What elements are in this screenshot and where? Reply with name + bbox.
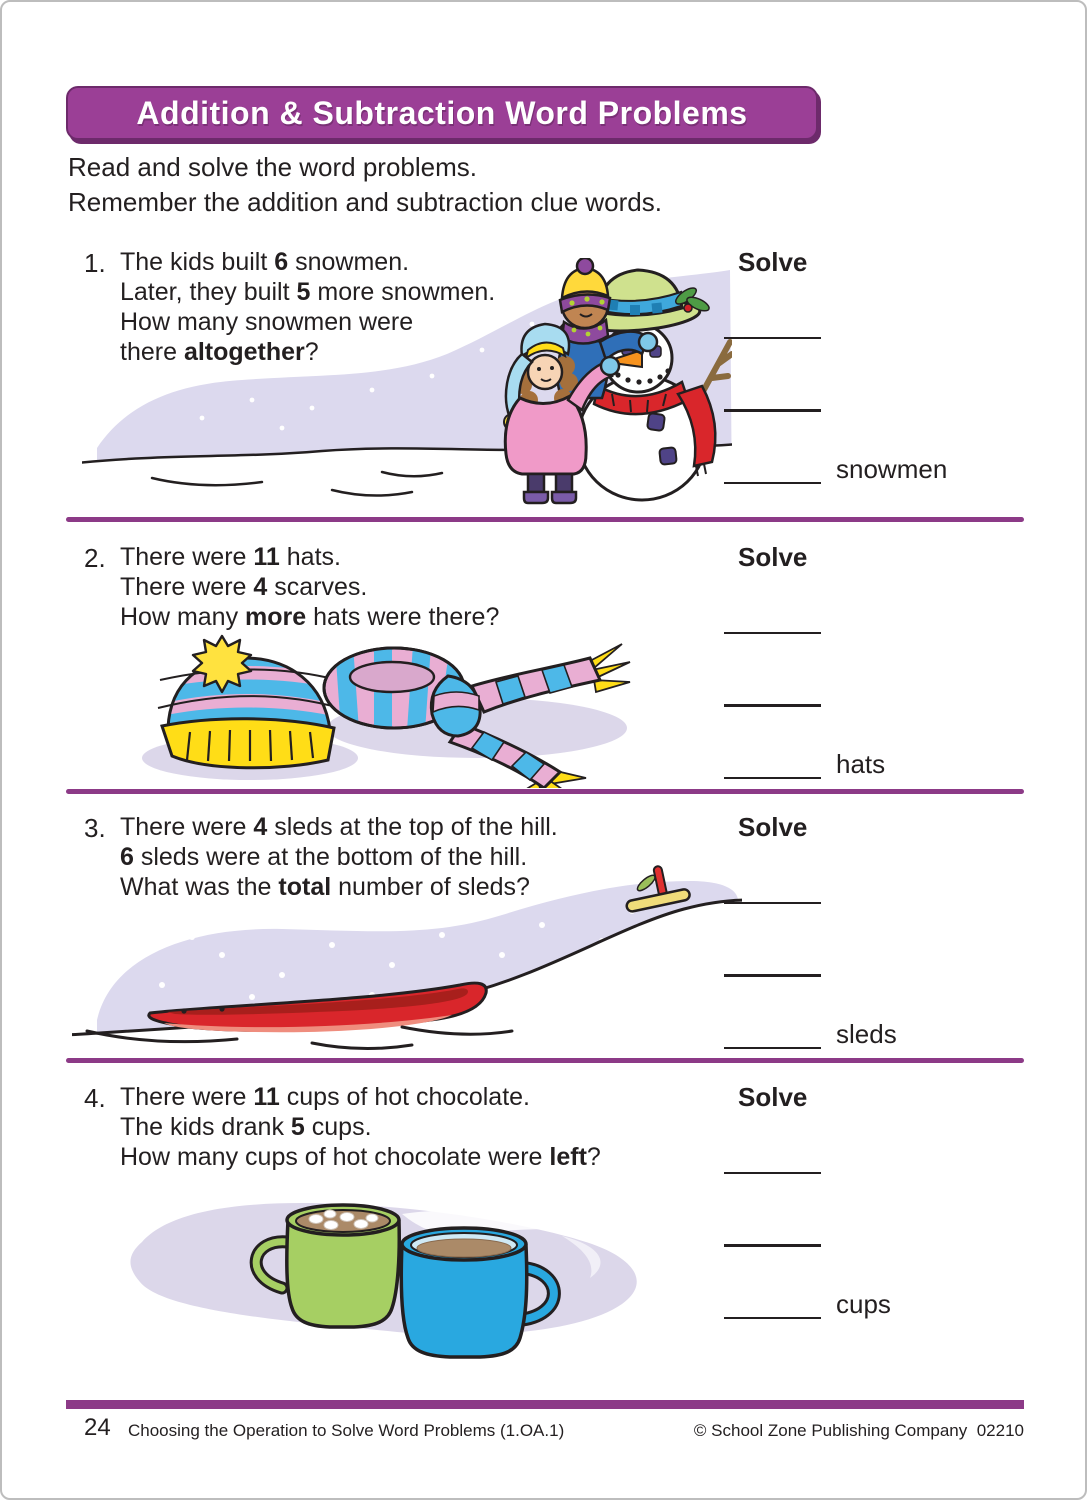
instructions bbox=[68, 150, 662, 220]
solve-blank-line-2[interactable] bbox=[724, 974, 821, 977]
problem-line: There were 4 scarves. bbox=[120, 573, 368, 601]
solve-blank-line-1[interactable] bbox=[724, 1172, 821, 1174]
problem-line: There were 4 sleds at the top of the hill. bbox=[120, 813, 558, 841]
problem-line: there altogether? bbox=[120, 338, 319, 366]
answer-unit: sleds bbox=[836, 1019, 897, 1049]
answer-unit: hats bbox=[836, 749, 886, 779]
answer-blank-line[interactable] bbox=[724, 777, 821, 779]
answer-unit: cups bbox=[836, 1289, 891, 1319]
section-divider bbox=[66, 517, 1024, 522]
solve-blank-line-1[interactable] bbox=[724, 337, 821, 339]
footer bbox=[66, 1414, 1024, 1454]
solve-blank-line-1[interactable] bbox=[724, 632, 821, 634]
problem-line: How many snowmen were bbox=[120, 308, 414, 336]
solve-blank-line-2[interactable] bbox=[724, 704, 821, 707]
problem-text bbox=[120, 542, 499, 632]
solve-blank-line-2[interactable] bbox=[724, 409, 821, 412]
problem-number: 3. bbox=[84, 813, 106, 843]
problem-line: How many more hats were there? bbox=[120, 603, 500, 631]
problem-line: The kids drank 5 cups. bbox=[120, 1113, 372, 1141]
title-banner bbox=[66, 86, 818, 140]
solve-heading: Solve bbox=[738, 812, 808, 842]
solve-heading: Solve bbox=[738, 542, 808, 572]
solve-heading: Solve bbox=[738, 247, 808, 277]
problem-3 bbox=[66, 812, 1024, 1052]
instruction-line: Remember the addition and subtraction clue words. bbox=[68, 187, 662, 217]
footer-copyright: © School Zone Publishing Company 02210 bbox=[693, 1421, 1024, 1440]
answer-blank-line[interactable] bbox=[724, 1317, 821, 1319]
problem-line: 6 sleds were at the bottom of the hill. bbox=[120, 843, 528, 871]
problem-line: What was the total number of sleds? bbox=[120, 873, 530, 901]
problem-line: Later, they built 5 more snowmen. bbox=[120, 278, 496, 306]
problem-number: 4. bbox=[84, 1083, 106, 1113]
page-number: 24 bbox=[84, 1414, 111, 1441]
instruction-line: Read and solve the word problems. bbox=[68, 152, 478, 182]
problem-text bbox=[120, 1082, 601, 1172]
answer-unit: snowmen bbox=[836, 454, 948, 484]
problem-line: There were 11 cups of hot chocolate. bbox=[120, 1083, 530, 1111]
problem-number: 1. bbox=[84, 248, 106, 278]
problem-line: There were 11 hats. bbox=[120, 543, 341, 571]
problem-4 bbox=[66, 1082, 1024, 1342]
answer-blank-line[interactable] bbox=[724, 1047, 821, 1049]
answer-blank-line[interactable] bbox=[724, 482, 821, 484]
problem-line: How many cups of hot chocolate were left? bbox=[120, 1143, 601, 1171]
problem-text bbox=[120, 247, 495, 367]
section-divider bbox=[66, 1058, 1024, 1063]
section-divider bbox=[66, 789, 1024, 794]
problem-number: 2. bbox=[84, 543, 106, 573]
problem-line: The kids built 6 snowmen. bbox=[120, 248, 410, 276]
solve-blank-line-1[interactable] bbox=[724, 902, 821, 904]
problem-1 bbox=[66, 247, 1024, 507]
solve-blank-line-2[interactable] bbox=[724, 1244, 821, 1247]
problem-text bbox=[120, 812, 558, 902]
problem-2 bbox=[66, 542, 1024, 782]
footer-bar bbox=[66, 1400, 1024, 1409]
page-title: Addition & Subtraction Word Problems bbox=[136, 94, 748, 131]
solve-heading: Solve bbox=[738, 1082, 808, 1112]
footer-caption: Choosing the Operation to Solve Word Problems (1.OA.1) bbox=[128, 1421, 565, 1440]
